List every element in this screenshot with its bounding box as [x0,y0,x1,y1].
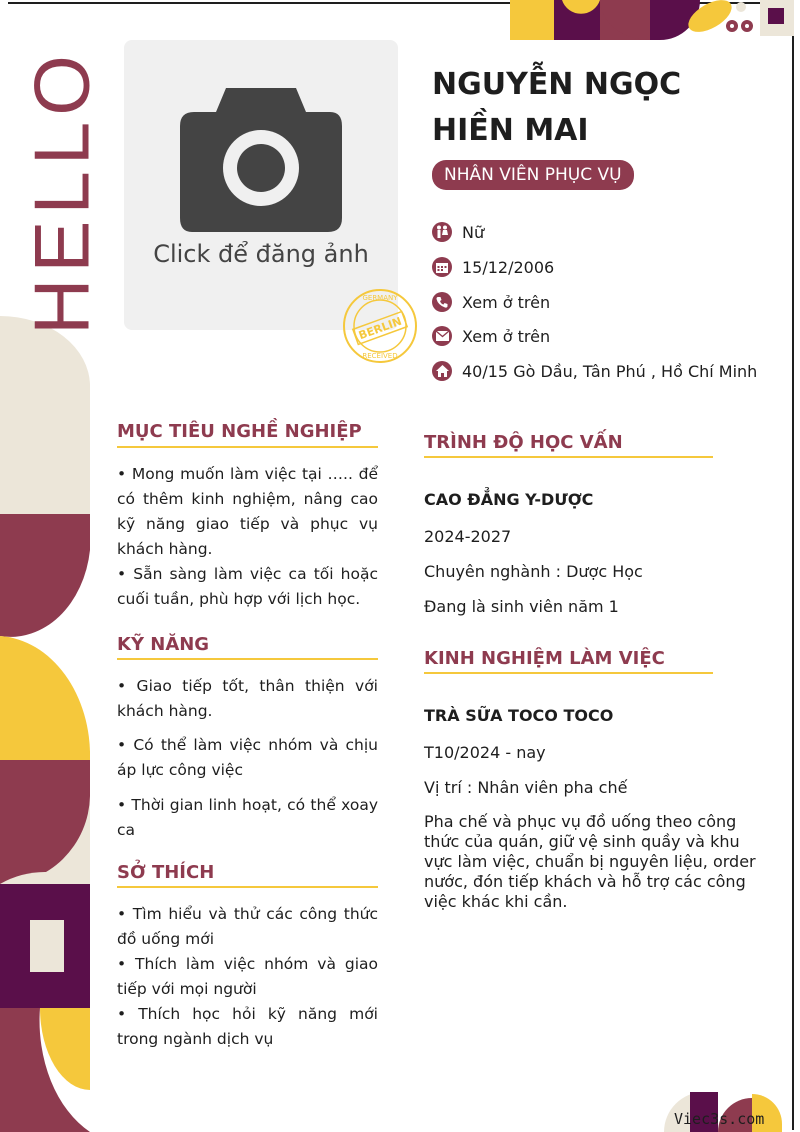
education-period: 2024-2027 [424,527,512,546]
education-status: Đang là sinh viên năm 1 [424,597,619,616]
camera-icon [178,82,344,232]
experience-description: Pha chế và phục vụ đồ uống theo công thức của quán, giữ vệ sinh quầy và khu vực làm việc, chuẩn bị nguyên liệu, order nước, đón tiếp khách và hỗ trợ các công việc khác khi cần. [424,812,756,911]
birthdate-value: 15/12/2006 [462,257,555,277]
education-underline [424,456,713,458]
skill-item: • Giao tiếp tốt, thân thiện với khách hàng. [117,677,378,720]
info-phone [432,290,550,314]
experience-position: Vị trí : Nhân viên pha chế [424,778,628,797]
address-value: 40/15 Gò Dầu, Tân Phú , Hồ Chí Minh [462,361,758,381]
hobbies-underline [117,886,378,888]
objective-underline [117,446,378,448]
berlin-stamp [340,286,420,366]
stamp-top-text: GERMANY [362,294,398,302]
stamp-main-text: BERLIN [356,314,404,343]
top-decor-shapes [510,0,796,40]
experience-underline [424,672,713,674]
info-email [432,324,550,348]
left-decor-strip [0,300,90,1132]
stamp-bottom-text: RECEIVED [362,352,398,360]
info-address [432,359,757,383]
hello-vertical-title: HELLO [17,49,106,335]
mail-icon [432,326,452,346]
hobbies-title: SỞ THÍCH [117,862,215,883]
school-name: CAO ĐẲNG Y-DƯỢC [424,490,594,509]
skills-underline [117,658,378,660]
job-title-badge: NHÂN VIÊN PHỤC VỤ [432,160,634,190]
phone-icon [432,292,452,312]
experience-period: T10/2024 - nay [424,743,546,762]
experience-title: KINH NGHIỆM LÀM VIỆC [424,648,665,669]
skill-item: • Thời gian linh hoạt, có thể xoay ca [117,796,378,839]
gender-value: Nữ [462,222,485,242]
skills-title: KỸ NĂNG [117,634,210,655]
home-icon [432,361,452,381]
education-title: TRÌNH ĐỘ HỌC VẤN [424,432,623,453]
calendar-icon [432,257,452,277]
phone-value: Xem ở trên [462,292,551,312]
page-border-right [792,2,794,1130]
full-name: NGUYỄN NGỌC HIỀN MAI [432,67,682,148]
objective-title: MỤC TIÊU NGHỀ NGHIỆP [117,421,362,442]
info-gender [432,220,484,244]
company-name: TRÀ SỮA TOCO TOCO [424,706,614,725]
objective-text: • Mong muốn làm việc tại ….. để có thêm kinh nghiệm, nâng cao kỹ năng giao tiếp và phục vụ khách hàng. • Sẵn sàng làm việc ca tối hoặc cuối tuần, phù hợp với lịch học. [117,465,378,608]
site-watermark: Viec3s.com [674,1110,765,1128]
hobbies-text: • Tìm hiểu và thử các công thức đồ uống mới • Thích làm việc nhóm và giao tiếp với mọi người • Thích học hỏi kỹ năng mới trong ngành dịch vụ [117,905,378,1048]
education-major: Chuyên nghành : Dược Học [424,562,643,581]
email-value: Xem ở trên [462,326,551,346]
info-birthdate [432,255,554,279]
skill-item: • Có thể làm việc nhóm và chịu áp lực công việc [117,736,378,779]
photo-upload-caption: Click để đăng ảnh [153,240,369,268]
gender-icon [432,222,452,242]
